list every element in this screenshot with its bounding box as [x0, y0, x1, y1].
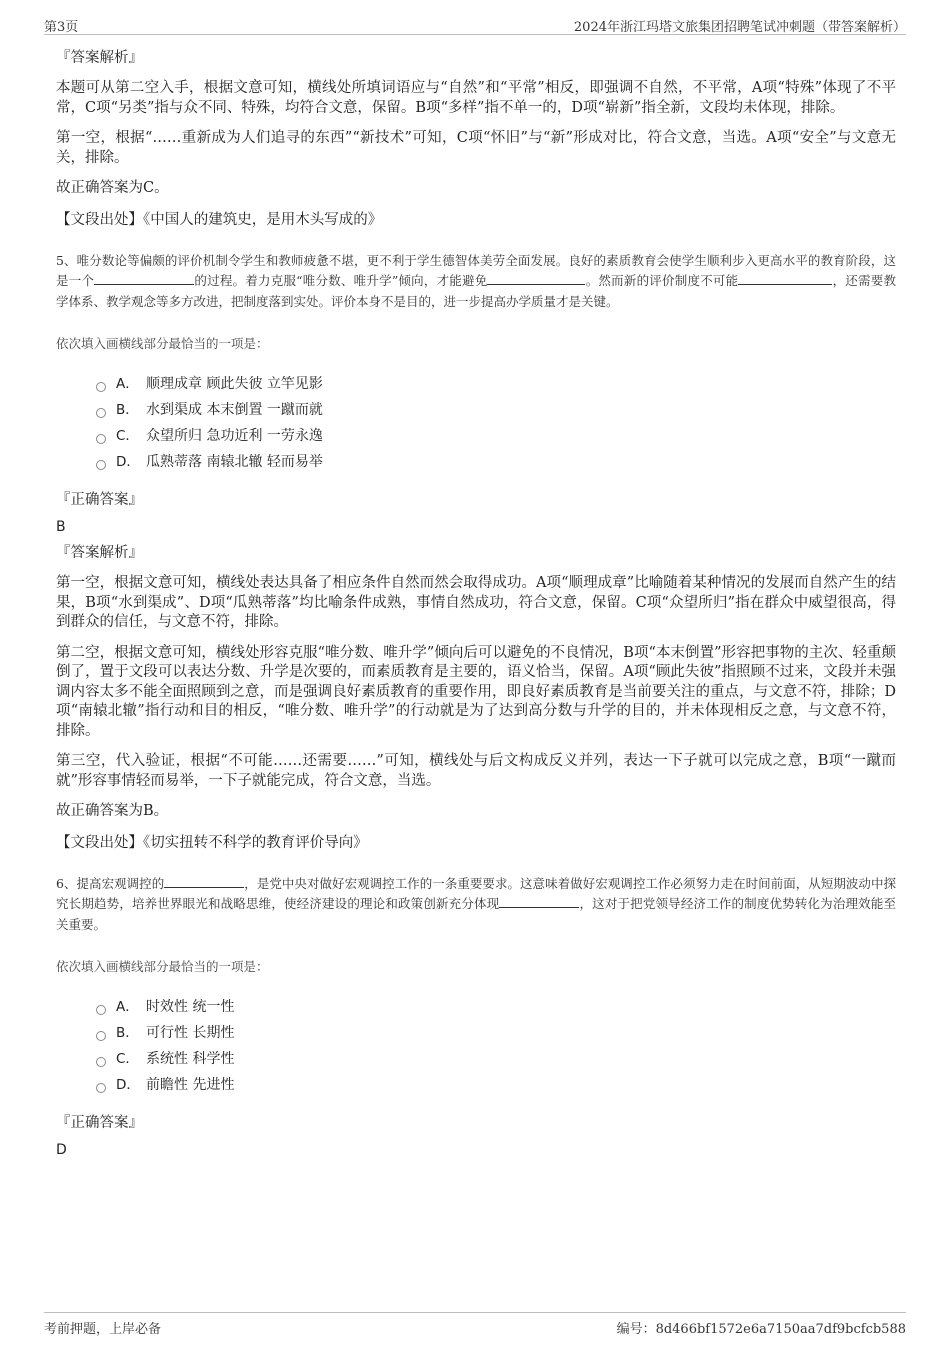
analysis-paragraph: 第一空，根据文意可知，横线处表达具备了相应条件自然而然会取得成功。A项“顺理成章”比喻随着某种情况的发展而自然产生的结果，B项“水到渠成”、D项“瓜熟蒂落”均比喻条件成熟，事情自然成功，符合文意，保留。C项“众望所归”指在群众中威望很高，得到群众的信任，与文意不符，排除。: [56, 575, 896, 630]
page-footer: [44, 1312, 906, 1335]
radio-button[interactable]: [96, 1083, 106, 1093]
radio-button[interactable]: [96, 1031, 106, 1041]
fill-blank: [499, 895, 579, 908]
radio-button[interactable]: [96, 434, 106, 444]
question-5-options: [96, 374, 896, 478]
option-c[interactable]: C． 系统性 科学性: [96, 1049, 896, 1075]
analysis-paragraph: 第一空，根据“……重新成为人们追寻的东西”“新技术”可知，C项“怀旧”与“新”形成对比，符合文意，当选。A项“安全”与文意无关，排除。: [56, 130, 896, 166]
question-prompt: 依次填入画横线部分最恰当的一项是：: [56, 336, 269, 351]
question-5-stem: 5、唯分数论等偏颇的评价机制令学生和教师疲惫不堪，更不利于学生德智体美劳全面发展。良好的素质教育会使学生顺利步入更高水平的教育阶段，这是一个 的过程。着力克服“唯分数、唯升学”倾向，才能避免 。然而新的评价制度不可能 ，还需要教学体系、教学观念等多方改进，把制度落到实处。评价本身不是目的，进一步提高办学质量才是关键。: [56, 252, 896, 309]
fill-blank: [94, 272, 194, 285]
option-c[interactable]: C． 众望所归 急功近利 一劳永逸: [96, 426, 896, 452]
footer-slogan: 考前押题，上岸必备: [44, 1322, 162, 1337]
document-code: 编号：8d466bf1572e6a7150aa7df9bcfcb588: [616, 1322, 906, 1337]
analysis-label: 『答案解析』: [56, 50, 143, 66]
option-d[interactable]: D． 前瞻性 先进性: [96, 1075, 896, 1101]
text-source: 【文段出处】《中国人的建筑史，是用木头写成的》: [56, 211, 383, 228]
document-title: 2024年浙江玛塔文旅集团招聘笔试冲刺题（带答案解析）: [573, 20, 906, 35]
analysis-paragraph: 本题可从第二空入手，根据文意可知，横线处所填词语应与“自然”和“平常”相反，即强调不自然，不平常，A项“特殊”体现了不平常，C项“另类”指与众不同、特殊，均符合文意，保留。B项“多样”指不单一的，D项“崭新”指全新，文段均未体现，排除。: [56, 80, 896, 116]
option-a[interactable]: A． 时效性 统一性: [96, 997, 896, 1023]
option-b[interactable]: B． 可行性 长期性: [96, 1023, 896, 1049]
option-b[interactable]: B． 水到渠成 本末倒置 一蹴而就: [96, 400, 896, 426]
fill-blank: [164, 875, 244, 888]
page-header: [44, 12, 906, 35]
radio-button[interactable]: [96, 382, 106, 392]
fill-blank: [738, 272, 832, 285]
correct-answer: B: [56, 519, 66, 535]
fill-blank: [487, 272, 585, 285]
analysis-conclusion: 故正确答案为C。: [56, 180, 169, 196]
correct-answer-label: 『正确答案』: [56, 1115, 143, 1131]
analysis-conclusion: 故正确答案为B。: [56, 803, 169, 819]
analysis-paragraph: 第二空，根据文意可知，横线处形容克服“唯分数、唯升学”倾向后可以避免的不良情况，B项“本末倒置”形容把事物的主次、轻重颠倒了，置于文段可以表达分数、升学是次要的，而素质教育是主要的，语义恰当，保留。A项“顾此失彼”指照顾不过来，文段并未强调内容太多不能全面照顾到之意，而是强调良好素质教育的重要作用，即良好素质教育是当前要关注的重点，与文意不符，排除；D项“南辕北辙”指行动和目的相反，“唯分数、唯升学”的行动就是为了达到高分数与升学的目的，并未体现相反之意，与文意不符，排除。: [56, 644, 896, 739]
correct-answer: D: [56, 1142, 67, 1158]
question-6-stem: 6、提高宏观调控的 ，是党中央对做好宏观调控工作的一条重要要求。这意味着做好宏观调控工作必须努力走在时间前面，从短期波动中探究长期趋势，培养世界眼光和战略思维，使经济建设的理论和政策创新充分体现 ，这对于把党领导经济工作的制度优势转化为治理效能至关重要。: [56, 875, 896, 932]
page-content: [56, 40, 896, 1166]
question-6-options: [96, 997, 896, 1101]
option-d[interactable]: D． 瓜熟蒂落 南辕北辙 轻而易举: [96, 452, 896, 478]
radio-button[interactable]: [96, 1057, 106, 1067]
analysis-paragraph: 第三空，代入验证，根据“不可能……还需要……”可知，横线处与后文构成反义并列，表达一下子就可以完成之意，B项“一蹴而就”形容事情轻而易举，一下子就能完成，符合文意，当选。: [56, 753, 896, 789]
page-number: 第3页: [44, 20, 79, 35]
question-prompt: 依次填入画横线部分最恰当的一项是：: [56, 959, 269, 974]
analysis-label: 『答案解析』: [56, 545, 143, 561]
radio-button[interactable]: [96, 1005, 106, 1015]
option-a[interactable]: A． 顺理成章 顾此失彼 立竿见影: [96, 374, 896, 400]
radio-button[interactable]: [96, 408, 106, 418]
radio-button[interactable]: [96, 460, 106, 470]
text-source: 【文段出处】《切实扭转不科学的教育评价导向》: [56, 834, 368, 851]
correct-answer-label: 『正确答案』: [56, 492, 143, 508]
